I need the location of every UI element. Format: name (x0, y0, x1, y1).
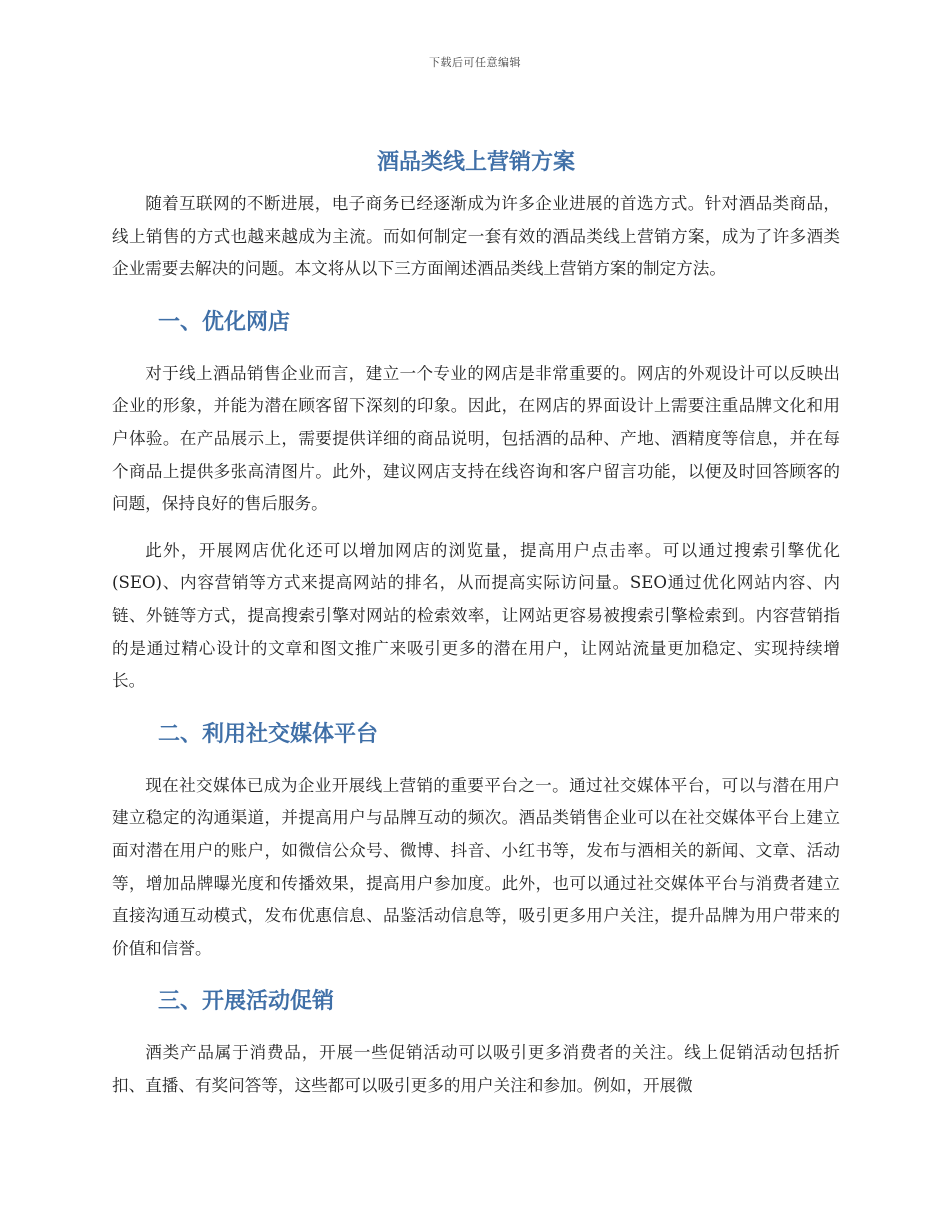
section-heading-1: 一、优化网店 (158, 309, 291, 335)
intro-paragraph: 随着互联网的不断进展，电子商务已经逐渐成为许多企业进展的首选方式。针对酒品类商品，线上销售的方式也越来越成为主流。而如何制定一套有效的酒品类线上营销方案，成为了许多酒类企业需要去解决的问题。本文将从以下三方面阐述酒品类线上营销方案的制定方法。 (112, 194, 840, 279)
section-heading-3: 三、开展活动促销 (158, 989, 335, 1015)
document-title: 酒品类线上营销方案 (376, 150, 575, 175)
document-body (112, 140, 840, 1102)
section-2-paragraph-1: 现在社交媒体已成为企业开展线上营销的重要平台之一。通过社交媒体平台，可以与潜在用户建立稳定的沟通渠道，并提高用户与品牌互动的频次。酒品类销售企业可以在社交媒体平台上建立面对潜在用户的账户，如微信公众号、微博、抖音、小红书等，发布与酒相关的新闻、文章、活动等，增加品牌曝光度和传播效果，提高用户参加度。此外，也可以通过社交媒体平台与消费者建立直接沟通互动模式，发布优惠信息、品鉴活动信息等，吸引更多用户关注，提升品牌为用户带来的价值和信誉。 (112, 775, 840, 958)
section-1-paragraph-1: 对于线上酒品销售企业而言，建立一个专业的网店是非常重要的。网店的外观设计可以反映出企业的形象，并能为潜在顾客留下深刻的印象。因此，在网店的界面设计上需要注重品牌文化和用户体验。在产品展示上，需要提供详细的商品说明，包括酒的品种、产地、酒精度等信息，并在每个商品上提供多张高清图片。此外，建议网店支持在线咨询和客户留言功能，以便及时回答顾客的问题，保持良好的售后服务。 (112, 363, 840, 514)
section-3-paragraph-1: 酒类产品属于消费品，开展一些促销活动可以吸引更多消费者的关注。线上促销活动包括折扣、直播、有奖问答等，这些都可以吸引更多的用户关注和参加。例如，开展微 (112, 1043, 840, 1095)
header-note: 下载后可任意编辑 (429, 56, 521, 69)
section-1-paragraph-2: 此外，开展网店优化还可以增加网店的浏览量，提高用户点击率。可以通过搜索引擎优化(SEO)、内容营销等方式来提高网站的排名，从而提高实际访问量。SEO通过优化网站内容、内链、外链等方式，提高搜索引擎对网站的检索效率，让网站更容易被搜索引擎检索到。内容营销指的是通过精心设计的文章和图文推广来吸引更多的潜在用户，让网站流量更加稳定、实现持续增长。 (112, 540, 840, 691)
section-heading-2: 二、利用社交媒体平台 (158, 721, 379, 747)
